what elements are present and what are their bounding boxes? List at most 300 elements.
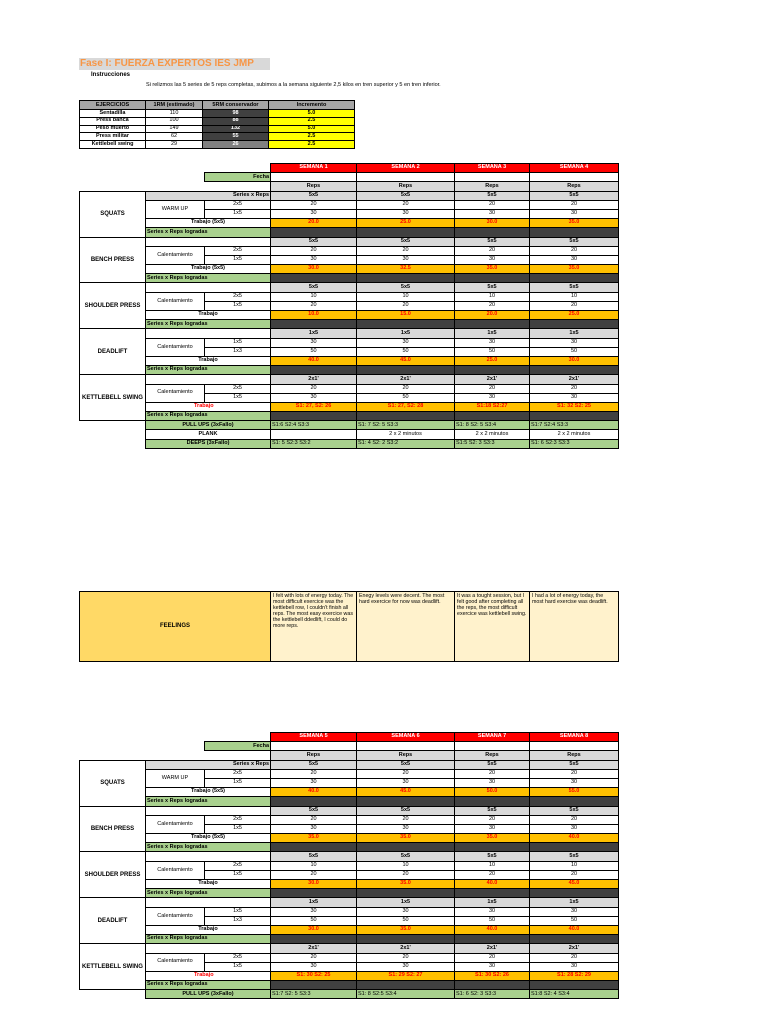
reps-header: Reps — [271, 182, 357, 191]
fecha-cell — [455, 742, 530, 751]
logradas-cell — [271, 228, 357, 237]
logradas-cell — [455, 412, 530, 421]
pull-ups-label: PULL UPS (3xFallo) — [146, 990, 271, 999]
rm-exercise: Peso muerto — [80, 125, 146, 133]
logradas-cell — [530, 412, 619, 421]
warm-value: 20 — [271, 870, 357, 879]
logradas-cell — [530, 320, 619, 329]
warm-set-2: 1x5 — [205, 393, 271, 402]
warm-value: 30 — [271, 393, 357, 402]
spacer — [80, 182, 271, 191]
logradas-cell — [271, 797, 357, 806]
warm-value: 10 — [271, 861, 357, 870]
instructions-label: Instrucciones — [91, 72, 131, 78]
warm-value: 20 — [530, 769, 619, 778]
work-value: 35.0 — [530, 265, 619, 274]
warm-set-2: 1x5 — [205, 301, 271, 310]
warm-value: 30 — [455, 824, 530, 833]
scheme-cell: 2x1' — [357, 375, 455, 384]
warm-value: 30 — [455, 255, 530, 264]
pull-ups-value: S1:8 S2: 4 S3:4 — [530, 990, 619, 999]
warm-value: 30 — [271, 338, 357, 347]
scheme-cell: 5x5 — [455, 806, 530, 815]
warm-value: 30 — [271, 255, 357, 264]
warm-label: WARM UP — [146, 769, 205, 787]
warm-set-2: 1x3 — [205, 347, 271, 356]
warm-value: 20 — [455, 815, 530, 824]
work-value: 15.0 — [357, 311, 455, 320]
logradas-cell — [530, 366, 619, 375]
spacer — [80, 742, 205, 751]
work-value: 45.0 — [357, 788, 455, 797]
deeps-value: S1: 5 S2:3 S3:2 — [271, 439, 357, 448]
work-value: 40.0 — [455, 880, 530, 889]
warm-value: 20 — [357, 246, 455, 255]
warm-value: 30 — [530, 209, 619, 218]
warm-value: 20 — [271, 769, 357, 778]
series-reps-label: Series x Reps — [146, 191, 271, 200]
rm-5rm: 26 — [203, 141, 269, 149]
plank-label: PLANK — [146, 430, 271, 439]
warm-value: 20 — [357, 301, 455, 310]
instructions-text: Si relizmos las 5 series de 5 reps completas, subimos a la semana siguiente 2,5 kilos en tren superior y 5 en tren inferior. — [146, 82, 441, 88]
week-header: SEMANA 5 — [271, 733, 357, 742]
warm-value: 30 — [455, 907, 530, 916]
warm-label: Calentamiento — [146, 907, 205, 925]
rm-5rm: 55 — [203, 133, 269, 141]
logradas-cell — [455, 935, 530, 944]
logradas-cell — [271, 320, 357, 329]
warm-set-2: 1x5 — [205, 255, 271, 264]
rm-exercise: Press militar — [80, 133, 146, 141]
logradas-cell — [271, 412, 357, 421]
feelings-label: FEELINGS — [80, 592, 271, 662]
series-logradas-label: Series x Reps logradas — [146, 228, 271, 237]
reps-header: Reps — [530, 751, 619, 760]
rm-1rm: 100 — [146, 117, 203, 125]
work-value: S1: 27, S2: 26 — [271, 402, 357, 411]
blank — [146, 375, 271, 384]
fecha-cell — [455, 173, 530, 182]
logradas-cell — [357, 320, 455, 329]
logradas-cell — [357, 366, 455, 375]
warm-value: 30 — [530, 778, 619, 787]
work-value: 45.0 — [357, 356, 455, 365]
scheme-cell: 5x5 — [530, 237, 619, 246]
warm-value: 20 — [530, 200, 619, 209]
warm-value: 30 — [357, 962, 455, 971]
pull-ups-value: S1: 8 S2: 5 S3:4 — [455, 421, 530, 430]
scheme-cell: 2x1' — [271, 375, 357, 384]
pull-ups-label: PULL UPS (3xFallo) — [146, 421, 271, 430]
fecha-cell — [530, 742, 619, 751]
work-value: S1: 28 S2: 29 — [530, 971, 619, 980]
warm-value: 20 — [455, 384, 530, 393]
scheme-cell: 2x1' — [271, 944, 357, 953]
scheme-cell: 1x5 — [271, 329, 357, 338]
work-value: 25.0 — [455, 356, 530, 365]
warm-value: 50 — [455, 916, 530, 925]
fecha-cell — [530, 173, 619, 182]
logradas-cell — [357, 889, 455, 898]
work-value: 35.0 — [357, 834, 455, 843]
scheme-cell: 2x1' — [455, 944, 530, 953]
trabajo-label: Trabajo (5x5) — [146, 834, 271, 843]
series-logradas-label: Series x Reps logradas — [146, 889, 271, 898]
logradas-cell — [455, 274, 530, 283]
reps-header: Reps — [455, 182, 530, 191]
trabajo-label: Trabajo — [146, 971, 271, 980]
exercise-name: KETTLEBELL SWING — [80, 375, 146, 421]
exercise-name: DEADLIFT — [80, 329, 146, 375]
rm-table — [79, 100, 355, 149]
warm-label: Calentamiento — [146, 384, 205, 402]
warm-value: 20 — [357, 384, 455, 393]
warm-set-1: 1x5 — [205, 907, 271, 916]
trabajo-label: Trabajo — [146, 311, 271, 320]
warm-value: 10 — [271, 292, 357, 301]
trabajo-label: Trabajo — [146, 880, 271, 889]
feelings-week-1: I felt with lots of energy today. The most difficult exercice was the kettlebell row, I couldn't finish all reps. The most easy exercice was the kettlebell ddedlift, I could do more reps. — [271, 592, 357, 662]
series-logradas-label: Series x Reps logradas — [146, 366, 271, 375]
logradas-cell — [455, 228, 530, 237]
warm-value: 10 — [455, 292, 530, 301]
logradas-cell — [357, 274, 455, 283]
week-header: SEMANA 2 — [357, 164, 455, 173]
warm-value: 20 — [455, 200, 530, 209]
week-header: SEMANA 7 — [455, 733, 530, 742]
work-value: S1:18 S2:27 — [455, 402, 530, 411]
blank — [146, 852, 271, 861]
logradas-cell — [455, 797, 530, 806]
week-header: SEMANA 3 — [455, 164, 530, 173]
warm-value: 30 — [530, 393, 619, 402]
warm-set-1: 1x5 — [205, 338, 271, 347]
pull-ups-value: S1: 7 S2: 5 S3:3 — [357, 421, 455, 430]
work-value: 55.0 — [530, 788, 619, 797]
work-value: 40.0 — [271, 356, 357, 365]
warm-value: 50 — [357, 916, 455, 925]
work-value: 30.0 — [455, 219, 530, 228]
work-value: 35.0 — [455, 265, 530, 274]
scheme-cell: 5x5 — [530, 806, 619, 815]
warm-value: 20 — [530, 246, 619, 255]
work-value: 40.0 — [530, 834, 619, 843]
warm-value: 20 — [530, 384, 619, 393]
warm-value: 50 — [271, 347, 357, 356]
scheme-cell: 5x5 — [455, 852, 530, 861]
scheme-cell: 5x5 — [271, 852, 357, 861]
series-logradas-label: Series x Reps logradas — [146, 935, 271, 944]
work-value: S1: 29 S2: 27 — [357, 971, 455, 980]
warm-value: 20 — [271, 246, 357, 255]
warm-value: 20 — [357, 953, 455, 962]
scheme-cell: 5x5 — [271, 237, 357, 246]
feelings-table — [79, 591, 619, 662]
logradas-cell — [530, 843, 619, 852]
fecha-cell — [271, 173, 357, 182]
warm-value: 20 — [455, 953, 530, 962]
deeps-value: S1:5 S2: 3 S3:3 — [455, 439, 530, 448]
rm-increment: 5.0 — [269, 125, 355, 133]
warm-value: 20 — [455, 870, 530, 879]
series-reps-label: Series x Reps — [146, 760, 271, 769]
logradas-cell — [271, 843, 357, 852]
deeps-value: S1: 6 S2:3 S3:3 — [530, 439, 619, 448]
spacer — [80, 751, 271, 760]
plank-value: 2 x 2 minutos — [357, 430, 455, 439]
scheme-cell: 5x5 — [271, 191, 357, 200]
rm-exercise: Sentadilla — [80, 110, 146, 118]
work-value: 32.5 — [357, 265, 455, 274]
warm-value: 30 — [357, 209, 455, 218]
logradas-cell — [357, 981, 455, 990]
warm-value: 20 — [455, 301, 530, 310]
exercise-name: DEADLIFT — [80, 898, 146, 944]
warm-value: 20 — [271, 301, 357, 310]
scheme-cell: 5x5 — [530, 283, 619, 292]
reps-header: Reps — [357, 751, 455, 760]
work-value: 10.0 — [271, 311, 357, 320]
series-logradas-label: Series x Reps logradas — [146, 797, 271, 806]
pull-ups-value: S1:7 S2:4 S3:3 — [530, 421, 619, 430]
logradas-cell — [530, 889, 619, 898]
warm-value: 50 — [530, 916, 619, 925]
fecha-cell — [357, 173, 455, 182]
logradas-cell — [271, 366, 357, 375]
warm-value: 30 — [530, 255, 619, 264]
warm-value: 20 — [530, 870, 619, 879]
rm-1rm: 29 — [146, 141, 203, 149]
scheme-cell: 5x5 — [455, 237, 530, 246]
scheme-cell: 5x5 — [530, 191, 619, 200]
warm-set-1: 2x5 — [205, 200, 271, 209]
warm-set-2: 1x5 — [205, 778, 271, 787]
warm-set-1: 2x5 — [205, 861, 271, 870]
work-value: 35.0 — [357, 925, 455, 934]
rm-header: 1RM (estimado) — [146, 101, 203, 110]
scheme-cell: 1x5 — [357, 329, 455, 338]
spacer — [80, 421, 146, 430]
warm-value: 20 — [271, 815, 357, 824]
training-table — [79, 163, 619, 449]
scheme-cell: 2x1' — [455, 375, 530, 384]
work-value: S1: 30 S2: 25 — [271, 971, 357, 980]
warm-value: 30 — [357, 778, 455, 787]
warm-value: 50 — [357, 393, 455, 402]
work-value: 30.0 — [271, 880, 357, 889]
logradas-cell — [530, 981, 619, 990]
logradas-cell — [530, 228, 619, 237]
trabajo-label: Trabajo (5x5) — [146, 219, 271, 228]
warm-value: 30 — [357, 255, 455, 264]
warm-set-1: 2x5 — [205, 815, 271, 824]
work-value: 40.0 — [271, 788, 357, 797]
warm-set-1: 2x5 — [205, 769, 271, 778]
rm-header: 5RM conservador — [203, 101, 269, 110]
scheme-cell: 5x5 — [357, 760, 455, 769]
scheme-cell: 2x1' — [530, 944, 619, 953]
training-table — [79, 732, 619, 999]
logradas-cell — [357, 843, 455, 852]
series-logradas-label: Series x Reps logradas — [146, 412, 271, 421]
warm-value: 20 — [357, 815, 455, 824]
blank — [146, 944, 271, 953]
scheme-cell: 2x1' — [357, 944, 455, 953]
series-logradas-label: Series x Reps logradas — [146, 981, 271, 990]
work-value: 45.0 — [530, 880, 619, 889]
rm-5rm: 132 — [203, 125, 269, 133]
plank-value: 2 x 2 minutos — [455, 430, 530, 439]
warm-label: Calentamiento — [146, 338, 205, 356]
rm-exercise: Kettlebell swing — [80, 141, 146, 149]
warm-label: Calentamiento — [146, 861, 205, 879]
series-logradas-label: Series x Reps logradas — [146, 320, 271, 329]
reps-header: Reps — [271, 751, 357, 760]
week-header: SEMANA 6 — [357, 733, 455, 742]
scheme-cell: 1x5 — [530, 329, 619, 338]
warm-value: 20 — [357, 200, 455, 209]
logradas-cell — [357, 797, 455, 806]
warm-value: 30 — [271, 962, 357, 971]
warm-label: Calentamiento — [146, 953, 205, 971]
warm-value: 10 — [357, 292, 455, 301]
logradas-cell — [530, 274, 619, 283]
warm-set-2: 1x5 — [205, 962, 271, 971]
reps-header: Reps — [357, 182, 455, 191]
warm-value: 30 — [271, 209, 357, 218]
warm-label: Calentamiento — [146, 246, 205, 264]
scheme-cell: 1x5 — [455, 329, 530, 338]
rm-increment: 2.5 — [269, 117, 355, 125]
scheme-cell: 5x5 — [357, 191, 455, 200]
warm-value: 50 — [455, 347, 530, 356]
week-header: SEMANA 8 — [530, 733, 619, 742]
spacer — [80, 173, 205, 182]
rm-header: Incremento — [269, 101, 355, 110]
warm-value: 20 — [271, 953, 357, 962]
scheme-cell: 5x5 — [455, 760, 530, 769]
logradas-cell — [357, 412, 455, 421]
plank-value: 2 x 2 minutos — [530, 430, 619, 439]
work-value: 50.0 — [455, 788, 530, 797]
pull-ups-value: S1: 6 S2: 3 S3:3 — [455, 990, 530, 999]
logradas-cell — [271, 935, 357, 944]
scheme-cell: 1x5 — [530, 898, 619, 907]
feelings-week-3: It was a tought session, but I felt good after completing all the reps, the most difficult exercice was kettlebell swing. — [455, 592, 530, 662]
scheme-cell: 1x5 — [271, 898, 357, 907]
warm-value: 30 — [455, 209, 530, 218]
scheme-cell: 5x5 — [357, 852, 455, 861]
rm-1rm: 62 — [146, 133, 203, 141]
fecha-label: Fecha — [205, 742, 271, 751]
reps-header: Reps — [455, 751, 530, 760]
work-value: 35.0 — [271, 834, 357, 843]
blank — [146, 806, 271, 815]
scheme-cell: 5x5 — [271, 760, 357, 769]
warm-set-1: 2x5 — [205, 292, 271, 301]
warm-set-1: 2x5 — [205, 953, 271, 962]
deeps-label: DEEPS (3xFallo) — [146, 439, 271, 448]
logradas-cell — [271, 981, 357, 990]
warm-value: 10 — [357, 861, 455, 870]
work-value: 20.0 — [271, 219, 357, 228]
scheme-cell: 5x5 — [357, 283, 455, 292]
warm-value: 50 — [357, 347, 455, 356]
exercise-name: BENCH PRESS — [80, 806, 146, 852]
scheme-cell: 1x5 — [357, 898, 455, 907]
pull-ups-value: S1:7 S2: 5 S3:3 — [271, 990, 357, 999]
spacer — [80, 164, 271, 173]
scheme-cell: 5x5 — [455, 191, 530, 200]
scheme-cell: 1x5 — [455, 898, 530, 907]
warm-label: Calentamiento — [146, 292, 205, 310]
blank — [146, 283, 271, 292]
warm-value: 30 — [271, 824, 357, 833]
warm-value: 30 — [357, 907, 455, 916]
warm-value: 30 — [455, 962, 530, 971]
trabajo-label: Trabajo (5x5) — [146, 788, 271, 797]
work-value: 20.0 — [455, 311, 530, 320]
warm-set-1: 2x5 — [205, 384, 271, 393]
feelings-week-4: I had a lot of energy today, the most hard exercise was deadlift. — [530, 592, 619, 662]
work-value: 30.0 — [271, 925, 357, 934]
logradas-cell — [455, 889, 530, 898]
warm-value: 50 — [530, 347, 619, 356]
exercise-name: SQUATS — [80, 191, 146, 237]
exercise-name: SQUATS — [80, 760, 146, 806]
work-value: S1: 27, S2: 28 — [357, 402, 455, 411]
series-logradas-label: Series x Reps logradas — [146, 274, 271, 283]
work-value: 35.0 — [357, 880, 455, 889]
rm-5rm: 98 — [203, 110, 269, 118]
warm-value: 30 — [455, 393, 530, 402]
warm-value: 30 — [455, 778, 530, 787]
logradas-cell — [530, 935, 619, 944]
trabajo-label: Trabajo — [146, 402, 271, 411]
work-value: 40.0 — [530, 925, 619, 934]
exercise-name: SHOULDER PRESS — [80, 283, 146, 329]
logradas-cell — [455, 843, 530, 852]
work-value: 30.0 — [530, 356, 619, 365]
warm-set-2: 1x5 — [205, 824, 271, 833]
scheme-cell: 5x5 — [455, 283, 530, 292]
scheme-cell: 5x5 — [530, 852, 619, 861]
blank — [146, 237, 271, 246]
rm-increment: 5.0 — [269, 110, 355, 118]
warm-value: 30 — [271, 778, 357, 787]
warm-value: 20 — [530, 301, 619, 310]
work-value: S1: 32 S2: 25 — [530, 402, 619, 411]
rm-5rm: 88 — [203, 117, 269, 125]
work-value: 30.0 — [271, 265, 357, 274]
scheme-cell: 5x5 — [271, 283, 357, 292]
warm-value: 20 — [357, 769, 455, 778]
scheme-cell: 5x5 — [271, 806, 357, 815]
warm-value: 20 — [455, 769, 530, 778]
warm-value: 20 — [530, 815, 619, 824]
fecha-cell — [357, 742, 455, 751]
logradas-cell — [455, 320, 530, 329]
logradas-cell — [271, 274, 357, 283]
logradas-cell — [455, 981, 530, 990]
warm-value: 20 — [455, 246, 530, 255]
pull-ups-value: S1:6 S2:4 S3:3 — [271, 421, 357, 430]
warm-value: 10 — [530, 292, 619, 301]
work-value: S1: 30 S2: 26 — [455, 971, 530, 980]
spacer — [80, 430, 146, 439]
rm-header: EJERCICIOS — [80, 101, 146, 110]
